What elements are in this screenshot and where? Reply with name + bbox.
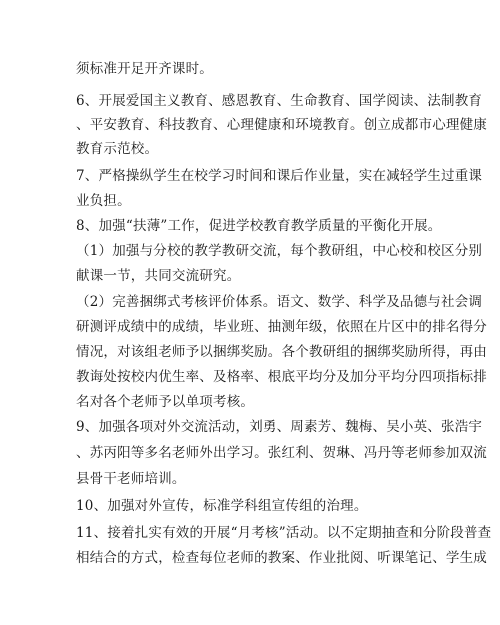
text-line: 7、严格操纵学生在校学习时间和课后作业量，实在减轻学生过重课 <box>76 168 483 184</box>
text-line: 献课一节，共同交流研究。 <box>76 268 241 284</box>
text-line: 、平安教育、科技教育、心理健康和环境教育。创立成都市心理健康 <box>76 117 487 133</box>
text-line: 教诲处按校内优生率、及格率、根底平均分及加分平均分四项指标排 <box>76 369 487 385</box>
text-line: 情况，对该组老师予以捆绑奖励。各个教研组的捆绑奖励所得，再由 <box>76 344 487 360</box>
text-line: 10、加强对外宣传，标准学科组宣传组的治理。 <box>76 498 368 514</box>
text-line: 教育示范校。 <box>76 141 159 157</box>
text-line: 名对各个老师予以单项考核。 <box>76 394 255 410</box>
text-line: （2）完善捆绑式考核评价体系。语文、数学、科学及品德与社会调 <box>76 294 483 310</box>
text-line: 业负担。 <box>76 193 131 209</box>
text-line: 相结合的方式，检查每位老师的教案、作业批阅、听课笔记、学生成 <box>76 550 487 566</box>
text-line: 研测评成绩中的成绩，毕业班、抽测年级，依照在片区中的排名得分 <box>76 319 487 335</box>
text-line: 、苏丙阳等多名老师外出学习。张红利、贺琳、冯丹等老师参加双流 <box>76 445 487 461</box>
text-line: 县骨干老师培训。 <box>76 471 186 487</box>
text-line: 6、开展爱国主义教育、感恩教育、生命教育、国学阅读、法制教育 <box>76 93 483 109</box>
text-line: 11、接着扎实有效的开展“月考核”活动。以不定期抽查和分阶段普查 <box>76 525 492 541</box>
text-line: 8、加强“扶薄”工作，促进学校教育教学质量的平衡化开展。 <box>76 218 442 234</box>
text-line: 9、加强各项对外交流活动，刘勇、周素芳、魏梅、吴小英、张浩宇 <box>76 419 483 435</box>
text-line: 须标准开足开齐课时。 <box>76 61 213 77</box>
text-line: （1）加强与分校的教学教研交流，每个教研组，中心校和校区分别 <box>76 243 483 259</box>
